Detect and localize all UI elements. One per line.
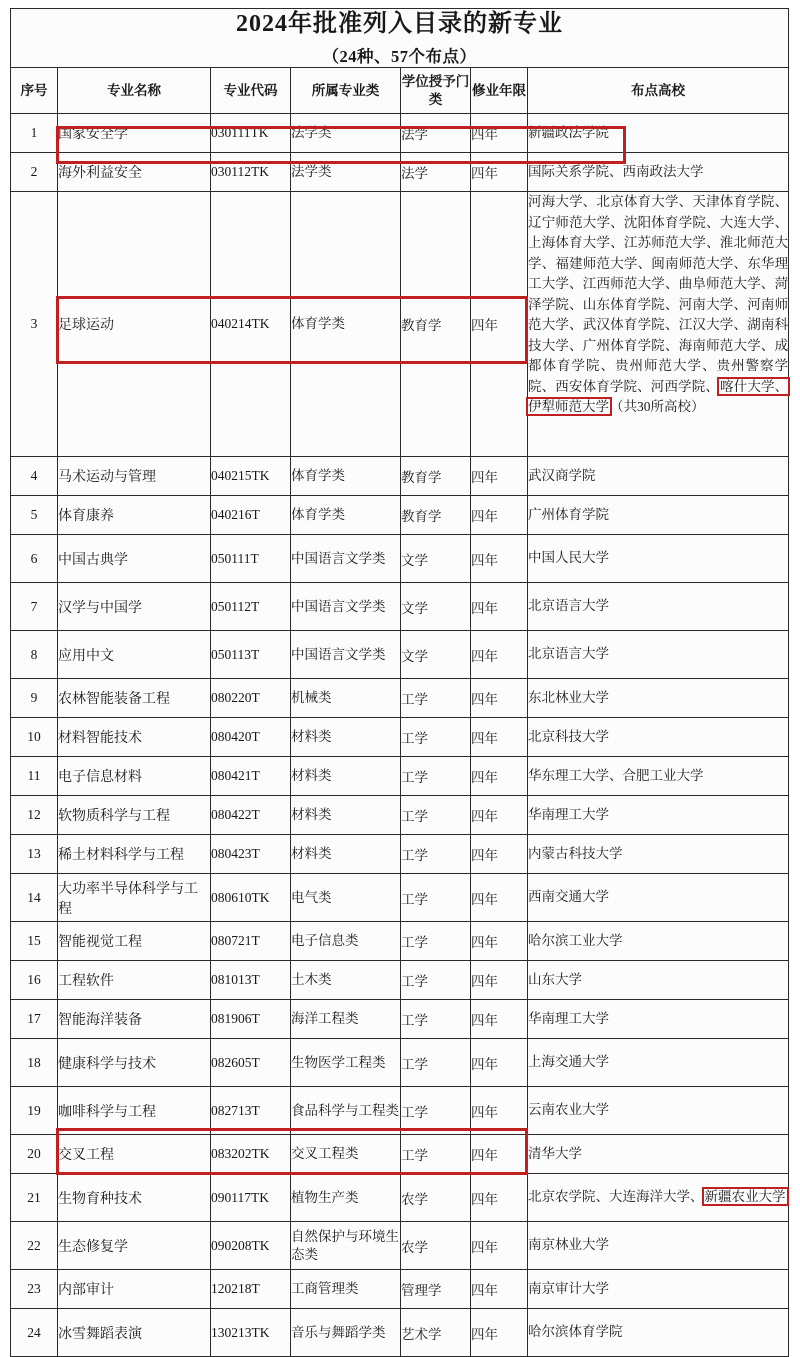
cell-index: 24	[11, 1309, 58, 1357]
cell-degree-category: 农学	[401, 1222, 471, 1270]
cell-universities: 北京语言大学	[528, 631, 789, 679]
cell-universities: 北京语言大学	[528, 583, 789, 631]
column-header-index: 序号	[11, 68, 58, 114]
cell-major-name: 生物育种技术	[58, 1174, 211, 1222]
cell-major-category: 法学类	[291, 153, 401, 192]
cell-index: 10	[11, 718, 58, 757]
cell-major-category: 中国语言文学类	[291, 583, 401, 631]
cell-duration: 四年	[471, 922, 528, 961]
cell-duration: 四年	[471, 1309, 528, 1357]
table-row	[11, 457, 789, 496]
table-row	[11, 1222, 789, 1270]
cell-index: 14	[11, 874, 58, 922]
cell-universities: 华南理工大学	[528, 796, 789, 835]
table-header-row	[11, 68, 789, 114]
cell-index: 4	[11, 457, 58, 496]
cell-universities: 云南农业大学	[528, 1087, 789, 1135]
cell-major-name: 咖啡科学与工程	[58, 1087, 211, 1135]
cell-universities: 华南理工大学	[528, 1000, 789, 1039]
cell-major-category: 生物医学工程类	[291, 1039, 401, 1087]
table-row	[11, 583, 789, 631]
cell-degree-category: 教育学	[401, 457, 471, 496]
cell-major-category: 材料类	[291, 835, 401, 874]
cell-major-code: 080423T	[211, 835, 291, 874]
cell-index: 12	[11, 796, 58, 835]
universities-highlighted-text: 喀什大学、伊犁师范大学	[528, 378, 789, 415]
cell-degree-category: 农学	[401, 1174, 471, 1222]
universities-text: 北京农学院、大连海洋大学、	[528, 1189, 704, 1205]
cell-degree-category: 工学	[401, 1000, 471, 1039]
table-row	[11, 796, 789, 835]
cell-degree-category: 工学	[401, 922, 471, 961]
table-row	[11, 1270, 789, 1309]
cell-major-category: 音乐与舞蹈学类	[291, 1309, 401, 1357]
cell-major-name: 体育康养	[58, 496, 211, 535]
cell-major-code: 080220T	[211, 679, 291, 718]
cell-major-name: 海外利益安全	[58, 153, 211, 192]
cell-major-category: 中国语言文学类	[291, 535, 401, 583]
cell-degree-category: 工学	[401, 961, 471, 1000]
cell-index: 8	[11, 631, 58, 679]
cell-index: 23	[11, 1270, 58, 1309]
cell-universities: 国际关系学院、西南政法大学	[528, 153, 789, 192]
title-cell	[11, 9, 789, 68]
cell-universities: 西南交通大学	[528, 874, 789, 922]
cell-degree-category: 工学	[401, 796, 471, 835]
cell-universities	[528, 1174, 789, 1222]
cell-major-name: 稀土材料科学与工程	[58, 835, 211, 874]
cell-major-category: 工商管理类	[291, 1270, 401, 1309]
table-row	[11, 114, 789, 153]
cell-major-code: 130213TK	[211, 1309, 291, 1357]
cell-index: 7	[11, 583, 58, 631]
cell-index: 9	[11, 679, 58, 718]
cell-major-name: 材料智能技术	[58, 718, 211, 757]
cell-major-category: 电子信息类	[291, 922, 401, 961]
cell-major-name: 冰雪舞蹈表演	[58, 1309, 211, 1357]
cell-major-name: 国家安全学	[58, 114, 211, 153]
cell-major-category: 材料类	[291, 757, 401, 796]
cell-universities: 东北林业大学	[528, 679, 789, 718]
table-row	[11, 835, 789, 874]
cell-major-code: 081906T	[211, 1000, 291, 1039]
cell-major-code: 080721T	[211, 922, 291, 961]
table-row	[11, 961, 789, 1000]
cell-major-code: 080610TK	[211, 874, 291, 922]
cell-degree-category: 法学	[401, 114, 471, 153]
cell-universities: 哈尔滨工业大学	[528, 922, 789, 961]
cell-index: 18	[11, 1039, 58, 1087]
cell-universities: 上海交通大学	[528, 1039, 789, 1087]
cell-major-code: 080420T	[211, 718, 291, 757]
cell-major-name: 生态修复学	[58, 1222, 211, 1270]
cell-major-name: 应用中文	[58, 631, 211, 679]
cell-duration: 四年	[471, 457, 528, 496]
cell-universities: 清华大学	[528, 1135, 789, 1174]
table-row	[11, 535, 789, 583]
cell-degree-category: 工学	[401, 679, 471, 718]
cell-index: 16	[11, 961, 58, 1000]
cell-duration: 四年	[471, 496, 528, 535]
cell-degree-category: 工学	[401, 718, 471, 757]
cell-major-category: 植物生产类	[291, 1174, 401, 1222]
cell-major-code: 050113T	[211, 631, 291, 679]
cell-duration: 四年	[471, 535, 528, 583]
cell-degree-category: 教育学	[401, 192, 471, 457]
cell-index: 5	[11, 496, 58, 535]
cell-index: 11	[11, 757, 58, 796]
cell-major-category: 法学类	[291, 114, 401, 153]
cell-duration: 四年	[471, 1087, 528, 1135]
cell-universities: 广州体育学院	[528, 496, 789, 535]
cell-duration: 四年	[471, 796, 528, 835]
cell-major-code: 030112TK	[211, 153, 291, 192]
table-row	[11, 718, 789, 757]
cell-duration: 四年	[471, 1000, 528, 1039]
table-row	[11, 1309, 789, 1357]
cell-index: 21	[11, 1174, 58, 1222]
cell-degree-category: 工学	[401, 1087, 471, 1135]
cell-degree-category: 文学	[401, 583, 471, 631]
cell-universities: 内蒙古科技大学	[528, 835, 789, 874]
cell-universities: 南京林业大学	[528, 1222, 789, 1270]
cell-index: 2	[11, 153, 58, 192]
cell-major-category: 体育学类	[291, 457, 401, 496]
cell-duration: 四年	[471, 192, 528, 457]
cell-duration: 四年	[471, 835, 528, 874]
cell-duration: 四年	[471, 718, 528, 757]
cell-index: 6	[11, 535, 58, 583]
cell-duration: 四年	[471, 1174, 528, 1222]
cell-degree-category: 工学	[401, 874, 471, 922]
cell-degree-category: 法学	[401, 153, 471, 192]
table-row	[11, 631, 789, 679]
cell-degree-category: 工学	[401, 1039, 471, 1087]
table-row	[11, 1087, 789, 1135]
table-row	[11, 153, 789, 192]
table-row	[11, 496, 789, 535]
cell-universities: 南京审计大学	[528, 1270, 789, 1309]
cell-duration: 四年	[471, 1039, 528, 1087]
cell-duration: 四年	[471, 114, 528, 153]
cell-duration: 四年	[471, 631, 528, 679]
cell-major-name: 电子信息材料	[58, 757, 211, 796]
table-row	[11, 922, 789, 961]
cell-index: 15	[11, 922, 58, 961]
table-row	[11, 1039, 789, 1087]
cell-index: 19	[11, 1087, 58, 1135]
cell-major-code: 083202TK	[211, 1135, 291, 1174]
cell-major-name: 汉学与中国学	[58, 583, 211, 631]
cell-universities	[528, 192, 789, 457]
title-row	[11, 9, 789, 68]
table-row	[11, 1174, 789, 1222]
cell-major-category: 食品科学与工程类	[291, 1087, 401, 1135]
table-row	[11, 874, 789, 922]
column-header-duration: 修业年限	[471, 68, 528, 114]
table-row	[11, 1135, 789, 1174]
cell-major-code: 050112T	[211, 583, 291, 631]
cell-major-name: 马术运动与管理	[58, 457, 211, 496]
cell-major-code: 040216T	[211, 496, 291, 535]
cell-duration: 四年	[471, 1270, 528, 1309]
universities-highlighted-text: 新疆农业大学	[704, 1189, 786, 1205]
cell-major-name: 智能海洋装备	[58, 1000, 211, 1039]
cell-major-category: 体育学类	[291, 192, 401, 457]
cell-degree-category: 工学	[401, 757, 471, 796]
cell-major-code: 040214TK	[211, 192, 291, 457]
cell-major-name: 足球运动	[58, 192, 211, 457]
cell-major-category: 机械类	[291, 679, 401, 718]
cell-degree-category: 文学	[401, 631, 471, 679]
table-row	[11, 192, 789, 457]
cell-duration: 四年	[471, 757, 528, 796]
cell-universities: 中国人民大学	[528, 535, 789, 583]
table-row	[11, 679, 789, 718]
page-subtitle: （24种、57个布点）	[322, 47, 477, 66]
cell-major-code: 080421T	[211, 757, 291, 796]
cell-major-category: 海洋工程类	[291, 1000, 401, 1039]
cell-major-name: 农林智能装备工程	[58, 679, 211, 718]
cell-degree-category: 艺术学	[401, 1309, 471, 1357]
page-title: 2024年批准列入目录的新专业	[236, 11, 564, 37]
cell-index: 17	[11, 1000, 58, 1039]
new-majors-table	[10, 8, 789, 1357]
cell-index: 3	[11, 192, 58, 457]
cell-universities: 武汉商学院	[528, 457, 789, 496]
cell-major-category: 中国语言文学类	[291, 631, 401, 679]
cell-major-category: 交叉工程类	[291, 1135, 401, 1174]
cell-major-code: 082605T	[211, 1039, 291, 1087]
cell-major-code: 120218T	[211, 1270, 291, 1309]
cell-index: 22	[11, 1222, 58, 1270]
cell-major-name: 软物质科学与工程	[58, 796, 211, 835]
cell-major-code: 080422T	[211, 796, 291, 835]
cell-index: 20	[11, 1135, 58, 1174]
cell-major-name: 工程软件	[58, 961, 211, 1000]
cell-degree-category: 工学	[401, 835, 471, 874]
cell-major-code: 090117TK	[211, 1174, 291, 1222]
cell-major-name: 中国古典学	[58, 535, 211, 583]
cell-index: 13	[11, 835, 58, 874]
cell-duration: 四年	[471, 874, 528, 922]
cell-major-code: 081013T	[211, 961, 291, 1000]
column-header-major-name: 专业名称	[58, 68, 211, 114]
cell-universities: 华东理工大学、合肥工业大学	[528, 757, 789, 796]
cell-major-code: 040215TK	[211, 457, 291, 496]
cell-index: 1	[11, 114, 58, 153]
cell-major-category: 自然保护与环境生态类	[291, 1222, 401, 1270]
cell-duration: 四年	[471, 679, 528, 718]
cell-universities: 北京科技大学	[528, 718, 789, 757]
universities-count-note: （共30所高校）	[610, 399, 705, 415]
column-header-universities: 布点高校	[528, 68, 789, 114]
cell-duration: 四年	[471, 583, 528, 631]
cell-major-name: 健康科学与技术	[58, 1039, 211, 1087]
cell-major-code: 050111T	[211, 535, 291, 583]
cell-degree-category: 文学	[401, 535, 471, 583]
cell-major-category: 体育学类	[291, 496, 401, 535]
cell-major-category: 材料类	[291, 718, 401, 757]
cell-major-code: 030111TK	[211, 114, 291, 153]
column-header-degree-category: 学位授予门类	[401, 68, 471, 114]
cell-major-category: 材料类	[291, 796, 401, 835]
document-sheet	[10, 8, 788, 1357]
cell-duration: 四年	[471, 153, 528, 192]
cell-major-code: 082713T	[211, 1087, 291, 1135]
cell-duration: 四年	[471, 1135, 528, 1174]
cell-major-category: 土木类	[291, 961, 401, 1000]
cell-major-name: 交叉工程	[58, 1135, 211, 1174]
column-header-major-category: 所属专业类	[291, 68, 401, 114]
cell-duration: 四年	[471, 1222, 528, 1270]
cell-major-name: 大功率半导体科学与工程	[58, 874, 211, 922]
cell-degree-category: 教育学	[401, 496, 471, 535]
cell-duration: 四年	[471, 961, 528, 1000]
cell-universities: 新疆政法学院	[528, 114, 789, 153]
cell-major-name: 智能视觉工程	[58, 922, 211, 961]
cell-major-name: 内部审计	[58, 1270, 211, 1309]
table-row	[11, 1000, 789, 1039]
universities-text: 河海大学、北京体育大学、天津体育学院、辽宁师范大学、沈阳体育学院、大连大学、上海体育大学、江苏师范大学、淮北师范大学、福建师范大学、闽南师范大学、东华理工大学、江西师范大学、曲阜师范大学、菏泽学院、山东体育学院、河南大学、河南师范大学、武汉体育学院、江汉大学、湖南科技大学、广州体育学院、海南师范大学、成都体育学院、贵州师范大学、贵州警察学院、西安体育学院、河西学院、	[528, 194, 789, 394]
cell-degree-category: 管理学	[401, 1270, 471, 1309]
cell-major-code: 090208TK	[211, 1222, 291, 1270]
cell-universities: 山东大学	[528, 961, 789, 1000]
column-header-major-code: 专业代码	[211, 68, 291, 114]
table-row	[11, 757, 789, 796]
cell-degree-category: 工学	[401, 1135, 471, 1174]
cell-major-category: 电气类	[291, 874, 401, 922]
cell-universities: 哈尔滨体育学院	[528, 1309, 789, 1357]
